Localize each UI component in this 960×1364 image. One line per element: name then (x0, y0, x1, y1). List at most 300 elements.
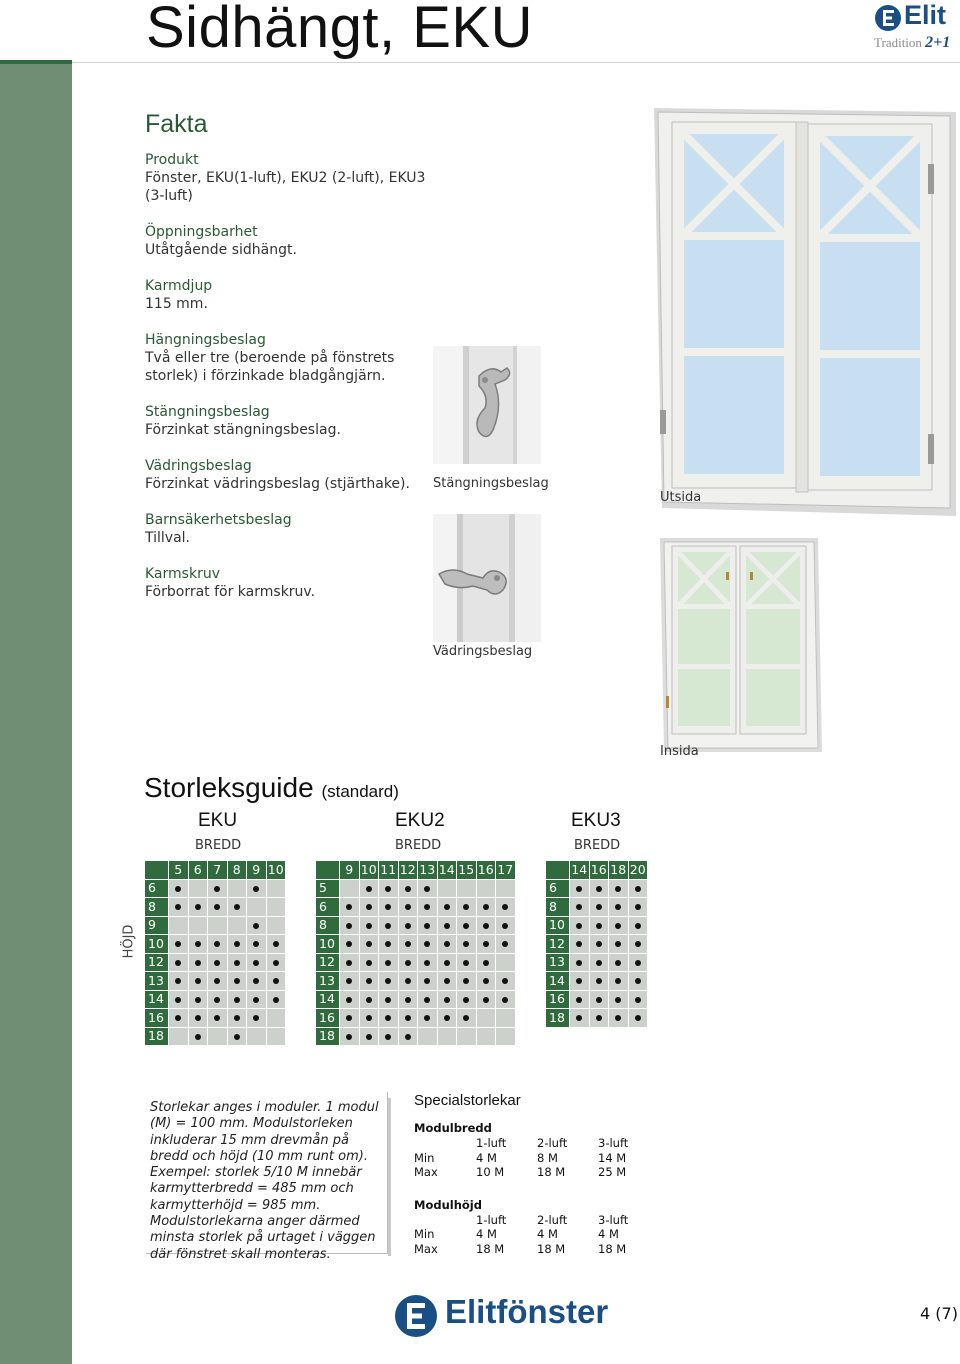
grid-cell (496, 1009, 516, 1028)
grid-row (145, 1009, 286, 1028)
grid-row (316, 935, 516, 954)
available-size-dot (208, 990, 228, 1009)
fakta-label: Öppningsbarhet (145, 224, 258, 240)
available-size-dot (359, 879, 379, 898)
special-size-cell: 14 M (598, 1150, 627, 1165)
available-size-dot (418, 990, 438, 1009)
available-size-dot (609, 898, 629, 917)
available-size-dot (188, 990, 208, 1009)
grid-cell (169, 916, 189, 935)
available-size-dot (628, 898, 648, 917)
grid-col-header: 6 (188, 861, 208, 880)
available-size-dot (359, 972, 379, 991)
special-size-cell: 1-luft (476, 1212, 507, 1227)
available-size-dot (589, 879, 609, 898)
available-size-dot (227, 972, 247, 991)
grid-cell (208, 916, 228, 935)
fakta-item (145, 457, 445, 493)
available-size-dot (609, 972, 629, 991)
available-size-dot (379, 879, 399, 898)
special-size-cell: Min (414, 1150, 435, 1165)
grid-row (546, 1009, 648, 1028)
available-size-dot (227, 898, 247, 917)
grid-corner (316, 861, 340, 880)
eku3-size-table (545, 860, 648, 1028)
grid-cell (188, 916, 208, 935)
available-size-dot (628, 879, 648, 898)
available-size-dot (570, 879, 590, 898)
grid-row (546, 990, 648, 1009)
special-size-cell: 2-luft (537, 1212, 568, 1227)
grid-row (546, 916, 648, 935)
grid-cell (266, 1009, 286, 1028)
available-size-dot (496, 898, 516, 917)
inside-caption: Insida (660, 744, 699, 759)
available-size-dot (169, 898, 189, 917)
available-size-dot (379, 990, 399, 1009)
available-size-dot (227, 935, 247, 954)
available-size-dot (628, 935, 648, 954)
available-size-dot (570, 972, 590, 991)
special-size-cell: 10 M (476, 1165, 505, 1179)
grid-row-header: 5 (316, 879, 340, 898)
airing-hardware-caption: Vädringsbeslag (433, 644, 533, 659)
available-size-dot (208, 935, 228, 954)
available-size-dot (570, 916, 590, 935)
grid-row-header: 6 (316, 898, 340, 917)
special-size-cell: 18 M (537, 1241, 566, 1256)
grid-row-header: 10 (546, 916, 570, 935)
grid-row (546, 972, 648, 991)
grid-row (316, 990, 516, 1009)
page-number: 4 (7) (920, 1304, 958, 1323)
available-size-dot (359, 1009, 379, 1028)
available-size-dot (359, 990, 379, 1009)
fakta-item (145, 511, 445, 547)
grid-row-header: 13 (145, 972, 169, 991)
available-size-dot (589, 990, 609, 1009)
grid-cell (247, 1027, 267, 1046)
special-size-cell: 4 M (598, 1227, 619, 1241)
fakta-value: Utåtgående sidhängt. (145, 242, 297, 258)
fakta-value: Tillval. (145, 530, 190, 546)
available-size-dot (208, 953, 228, 972)
grid-row-header: 13 (546, 953, 570, 972)
grid-row (145, 1027, 286, 1046)
grid-row (316, 879, 516, 898)
grid-row-header: 10 (145, 935, 169, 954)
eku-size-table (144, 860, 286, 1046)
available-size-dot (266, 972, 286, 991)
available-size-dot (476, 990, 496, 1009)
available-size-dot (570, 990, 590, 1009)
available-size-dot (570, 935, 590, 954)
grid-cell (169, 1027, 189, 1046)
eku-table-title: EKU (198, 810, 238, 831)
available-size-dot (437, 898, 457, 917)
available-size-dot (457, 898, 477, 917)
available-size-dot (628, 990, 648, 1009)
sidebar-band (0, 62, 72, 1364)
grid-row-header: 8 (316, 916, 340, 935)
note-shadow (388, 1098, 391, 1256)
window-inside-photo (656, 536, 822, 754)
special-size-cell: 4 M (537, 1227, 558, 1241)
fakta-label: Produkt (145, 152, 199, 168)
grid-cell (418, 1027, 438, 1046)
available-size-dot (418, 1009, 438, 1028)
available-size-dot (418, 879, 438, 898)
special-size-cell: 4 M (476, 1150, 497, 1165)
grid-row-header: 14 (145, 990, 169, 1009)
available-size-dot (570, 898, 590, 917)
grid-row (145, 990, 286, 1009)
grid-col-header: 12 (398, 861, 418, 880)
footer-brand: Elitfönster (445, 1293, 609, 1330)
available-size-dot (379, 935, 399, 954)
fakta-label: Barnsäkerhetsbeslag (145, 512, 292, 528)
fakta-label: Hängningsbeslag (145, 332, 266, 348)
available-size-dot (589, 916, 609, 935)
grid-row (316, 1027, 516, 1046)
grid-cell (266, 898, 286, 917)
eku-width-label: BREDD (195, 838, 242, 853)
available-size-dot (379, 1027, 399, 1046)
special-size-cell (414, 1213, 476, 1228)
available-size-dot (398, 1009, 418, 1028)
available-size-dot (379, 916, 399, 935)
grid-row (145, 879, 286, 898)
available-size-dot (609, 879, 629, 898)
grid-row (145, 898, 286, 917)
grid-col-header: 18 (609, 861, 629, 880)
grid-row-header: 18 (316, 1027, 340, 1046)
special-size-cell: 4 M (476, 1227, 497, 1241)
title-accent (0, 60, 72, 64)
page-title: Sidhängt, EKU (146, 0, 533, 60)
available-size-dot (418, 898, 438, 917)
grid-cell (227, 916, 247, 935)
available-size-dot (589, 1009, 609, 1028)
available-size-dot (266, 953, 286, 972)
available-size-dot (457, 953, 477, 972)
fakta-value: Förborrat för karmskruv. (145, 584, 316, 600)
available-size-dot (188, 898, 208, 917)
header-rule (0, 62, 960, 63)
elit-logo-icon (874, 4, 902, 32)
outside-caption: Utsida (660, 490, 702, 505)
fakta-item (145, 565, 445, 601)
available-size-dot (169, 1009, 189, 1028)
special-size-cell: Min (414, 1227, 435, 1241)
grid-row-header: 6 (546, 879, 570, 898)
grid-row-header: 13 (316, 972, 340, 991)
available-size-dot (359, 935, 379, 954)
fakta-item (145, 403, 445, 439)
grid-cell (266, 879, 286, 898)
module-note: Storlekar anges i moduler. 1 modul (M) = 100 mm. Modulstorleken inkluderar 15 mm drevmån på bredd och höjd (10 mm runt om). Exempel: storlek 5/10 M innebär karmytterbredd = 485 mm och karmytterhöjd = 985 mm. Modulstorlekarna anger därmed minsta storlek på urtaget i väggen där fönstret skall monteras. (146, 1092, 388, 1254)
available-size-dot (247, 879, 267, 898)
available-size-dot (340, 990, 360, 1009)
grid-col-header: 7 (208, 861, 228, 880)
eku2-width-label: BREDD (395, 838, 442, 853)
available-size-dot (169, 879, 189, 898)
available-size-dot (266, 935, 286, 954)
fakta-label: Karmskruv (145, 566, 220, 582)
grid-row-header: 12 (145, 953, 169, 972)
grid-row-header: 16 (316, 1009, 340, 1028)
special-size-cell: 2-luft (537, 1136, 568, 1150)
available-size-dot (398, 1027, 418, 1046)
special-sizes-groups (414, 1121, 654, 1256)
brand-logo (874, 2, 956, 52)
grid-col-header: 10 (266, 861, 286, 880)
available-size-dot (476, 935, 496, 954)
available-size-dot (609, 1009, 629, 1028)
grid-row-header: 18 (546, 1009, 570, 1028)
grid-col-header: 20 (628, 861, 648, 880)
size-guide-title: Storleksguide (standard) (144, 772, 399, 803)
grid-row (316, 898, 516, 917)
special-group-title: Modulbredd (414, 1121, 492, 1135)
available-size-dot (227, 990, 247, 1009)
grid-col-header: 9 (340, 861, 360, 880)
fakta-item (145, 331, 445, 385)
grid-row-header: 6 (145, 879, 169, 898)
grid-cell (476, 1009, 496, 1028)
available-size-dot (340, 898, 360, 917)
grid-col-header: 13 (418, 861, 438, 880)
grid-row (316, 916, 516, 935)
available-size-dot (247, 953, 267, 972)
grid-row-header: 12 (546, 935, 570, 954)
grid-cell (496, 953, 516, 972)
grid-cell (457, 1027, 477, 1046)
available-size-dot (476, 972, 496, 991)
available-size-dot (418, 935, 438, 954)
brand-tagline: Tradition 2+1 (874, 34, 951, 51)
available-size-dot (359, 916, 379, 935)
available-size-dot (340, 972, 360, 991)
fakta-value: 115 mm. (145, 296, 208, 312)
brand-name: Elit (904, 0, 947, 30)
grid-row-header: 14 (316, 990, 340, 1009)
available-size-dot (188, 935, 208, 954)
fakta-section (145, 110, 445, 619)
elitfonster-logo-icon (394, 1294, 438, 1338)
eku2-table-title: EKU2 (395, 810, 445, 831)
available-size-dot (457, 1009, 477, 1028)
special-size-cell: 3-luft (598, 1136, 629, 1150)
height-axis-label: HÖJD (121, 924, 137, 959)
available-size-dot (169, 990, 189, 1009)
available-size-dot (247, 935, 267, 954)
fakta-label: Vädringsbeslag (145, 458, 252, 474)
available-size-dot (609, 935, 629, 954)
special-size-cell: 18 M (476, 1241, 505, 1256)
available-size-dot (628, 972, 648, 991)
available-size-dot (496, 916, 516, 935)
grid-col-header: 14 (570, 861, 590, 880)
available-size-dot (589, 935, 609, 954)
available-size-dot (379, 898, 399, 917)
available-size-dot (437, 990, 457, 1009)
available-size-dot (208, 1009, 228, 1028)
grid-col-header: 9 (247, 861, 267, 880)
available-size-dot (227, 1009, 247, 1028)
available-size-dot (340, 916, 360, 935)
closing-hardware-photo (433, 346, 541, 464)
grid-row-header: 18 (145, 1027, 169, 1046)
available-size-dot (398, 898, 418, 917)
available-size-dot (340, 1009, 360, 1028)
available-size-dot (227, 1027, 247, 1046)
available-size-dot (208, 972, 228, 991)
grid-row-header: 16 (145, 1009, 169, 1028)
available-size-dot (609, 990, 629, 1009)
available-size-dot (188, 972, 208, 991)
fakta-value: Förzinkat stängningsbeslag. (145, 422, 341, 438)
available-size-dot (359, 953, 379, 972)
grid-col-header: 17 (496, 861, 516, 880)
available-size-dot (589, 953, 609, 972)
available-size-dot (379, 1009, 399, 1028)
available-size-dot (398, 916, 418, 935)
available-size-dot (496, 990, 516, 1009)
available-size-dot (437, 935, 457, 954)
closing-hardware-caption: Stängningsbeslag (433, 476, 549, 491)
available-size-dot (437, 953, 457, 972)
available-size-dot (340, 935, 360, 954)
fakta-value: Fönster, EKU(1-luft), EKU2 (2-luft), EKU3 (3-luft) (145, 170, 426, 204)
available-size-dot (208, 898, 228, 917)
grid-cell (437, 1027, 457, 1046)
grid-col-header: 15 (457, 861, 477, 880)
grid-row (546, 935, 648, 954)
available-size-dot (247, 916, 267, 935)
grid-row (145, 916, 286, 935)
available-size-dot (398, 953, 418, 972)
grid-cell (208, 1027, 228, 1046)
available-size-dot (437, 972, 457, 991)
available-size-dot (570, 1009, 590, 1028)
grid-col-header: 16 (476, 861, 496, 880)
available-size-dot (570, 953, 590, 972)
fakta-value: Förzinkat vädringsbeslag (stjärthake). (145, 476, 410, 492)
available-size-dot (418, 916, 438, 935)
grid-cell (496, 879, 516, 898)
available-size-dot (418, 953, 438, 972)
grid-cell (188, 879, 208, 898)
available-size-dot (379, 972, 399, 991)
grid-row-header: 9 (145, 916, 169, 935)
special-size-cell: 1-luft (476, 1136, 507, 1150)
available-size-dot (476, 953, 496, 972)
grid-row (546, 898, 648, 917)
eku3-width-label: BREDD (574, 838, 621, 853)
available-size-dot (398, 935, 418, 954)
available-size-dot (628, 953, 648, 972)
special-size-cell: 18 M (537, 1165, 566, 1179)
available-size-dot (340, 1027, 360, 1046)
grid-col-header: 16 (589, 861, 609, 880)
grid-cell (476, 1027, 496, 1046)
grid-row (546, 953, 648, 972)
available-size-dot (457, 990, 477, 1009)
available-size-dot (476, 916, 496, 935)
available-size-dot (227, 953, 247, 972)
grid-corner (546, 861, 570, 880)
grid-row (145, 935, 286, 954)
available-size-dot (628, 1009, 648, 1028)
fakta-item (145, 151, 445, 205)
grid-row (145, 953, 286, 972)
fakta-heading: Fakta (145, 110, 208, 138)
eku2-size-table (315, 860, 516, 1046)
grid-cell (227, 879, 247, 898)
grid-row-header: 8 (546, 898, 570, 917)
special-size-cell: 18 M (598, 1241, 627, 1256)
grid-col-header: 11 (379, 861, 399, 880)
grid-col-header: 10 (359, 861, 379, 880)
available-size-dot (589, 972, 609, 991)
available-size-dot (188, 953, 208, 972)
available-size-dot (359, 1027, 379, 1046)
grid-row-header: 10 (316, 935, 340, 954)
available-size-dot (457, 972, 477, 991)
available-size-dot (208, 879, 228, 898)
grid-row-header: 8 (145, 898, 169, 917)
grid-cell (340, 879, 360, 898)
grid-cell (247, 898, 267, 917)
available-size-dot (379, 953, 399, 972)
available-size-dot (247, 972, 267, 991)
available-size-dot (169, 953, 189, 972)
grid-corner (145, 861, 169, 880)
grid-cell (476, 879, 496, 898)
grid-cell (266, 1027, 286, 1046)
available-size-dot (589, 898, 609, 917)
available-size-dot (247, 990, 267, 1009)
grid-row-header: 14 (546, 972, 570, 991)
fakta-label: Karmdjup (145, 278, 213, 294)
available-size-dot (496, 972, 516, 991)
special-size-cell (414, 1136, 476, 1151)
special-size-table (414, 1136, 628, 1180)
grid-col-header: 8 (227, 861, 247, 880)
grid-cell (437, 879, 457, 898)
available-size-dot (628, 916, 648, 935)
special-size-cell: 3-luft (598, 1212, 629, 1227)
available-size-dot (266, 990, 286, 1009)
available-size-dot (457, 935, 477, 954)
grid-row (145, 972, 286, 991)
grid-col-header: 5 (169, 861, 189, 880)
special-size-cell: Max (414, 1241, 438, 1256)
grid-row (316, 953, 516, 972)
available-size-dot (340, 953, 360, 972)
grid-cell (496, 1027, 516, 1046)
fakta-item (145, 277, 445, 313)
available-size-dot (437, 1009, 457, 1028)
available-size-dot (359, 898, 379, 917)
special-sizes-heading: Specialstorlekar (414, 1092, 521, 1109)
grid-row-header: 12 (316, 953, 340, 972)
available-size-dot (609, 916, 629, 935)
available-size-dot (437, 916, 457, 935)
special-size-cell: Max (414, 1165, 438, 1179)
grid-row (316, 1009, 516, 1028)
